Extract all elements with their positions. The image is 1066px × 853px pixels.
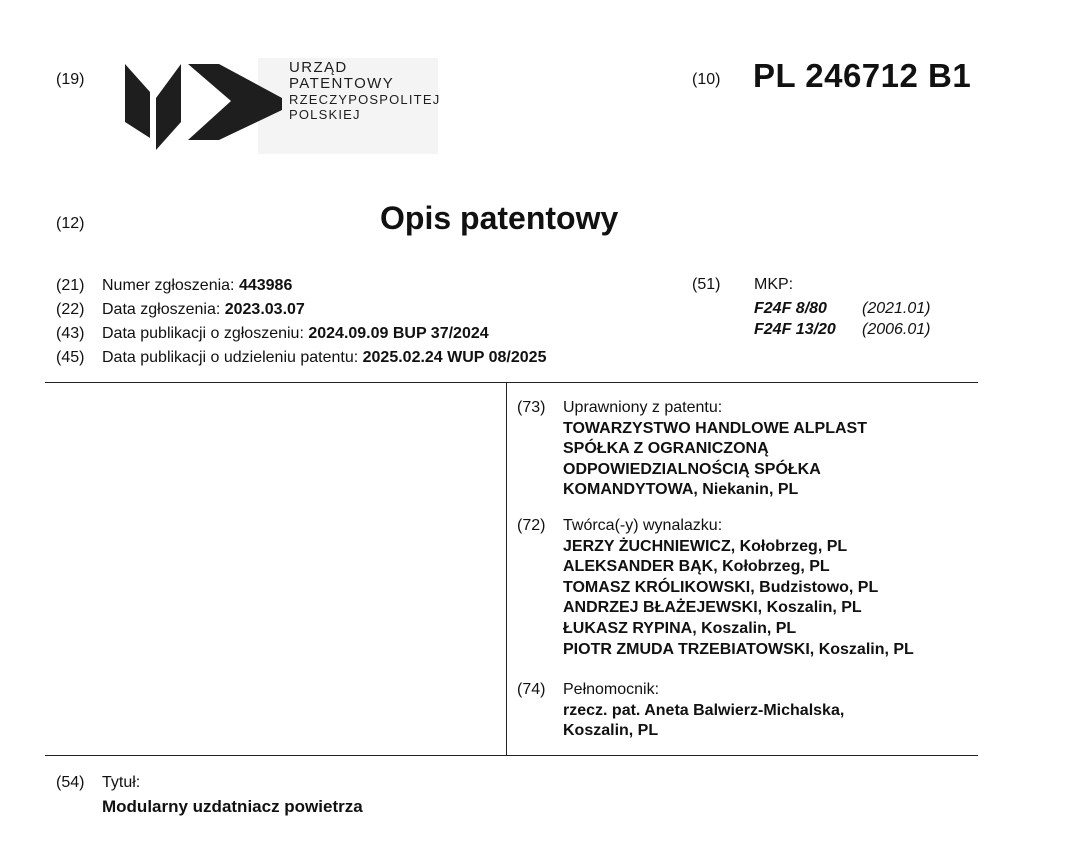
code-51: (51) xyxy=(692,276,721,293)
inventors-label: Twórca(-y) wynalazku: xyxy=(563,517,723,534)
attorney-code: (74) xyxy=(517,681,546,698)
holder-line: SPÓŁKA Z OGRANICZONĄ xyxy=(563,440,769,458)
biblio-code: (43) xyxy=(56,325,85,342)
biblio-value: 2025.02.24 WUP 08/2025 xyxy=(362,349,547,366)
biblio-code: (45) xyxy=(56,349,85,366)
office-name-line4: POLSKIEJ xyxy=(289,107,361,122)
biblio-code: (21) xyxy=(56,277,85,294)
office-name xyxy=(289,60,440,122)
attorney-line: Koszalin, PL xyxy=(563,722,659,740)
biblio-label: Data publikacji o udzieleniu patentu: xyxy=(102,349,363,366)
biblio-row-22 xyxy=(56,300,305,320)
title-section xyxy=(56,771,363,819)
attorney-label: Pełnomocnik: xyxy=(563,681,660,698)
office-name-line3: RZECZYPOSPOLITEJ xyxy=(289,92,441,107)
holder-line: TOWARZYSTWO HANDLOWE ALPLAST xyxy=(563,419,867,437)
top-rule xyxy=(45,382,978,383)
holder-line: KOMANDYTOWA, Niekanin, PL xyxy=(563,481,799,499)
biblio-value: 2024.09.09 BUP 37/2024 xyxy=(308,325,489,342)
code-19: (19) xyxy=(56,71,85,88)
bottom-rule xyxy=(45,755,978,756)
biblio-row-43 xyxy=(56,324,489,344)
holder-section xyxy=(517,398,867,501)
attorney-lines xyxy=(517,701,844,742)
inventor-line: TOMASZ KRÓLIKOWSKI, Budzistowo, PL xyxy=(563,578,879,596)
inventor-line: ANDRZEJ BŁAŻEJEWSKI, Koszalin, PL xyxy=(563,599,862,617)
biblio-label: Data zgłoszenia: xyxy=(102,301,225,318)
title-code: (54) xyxy=(56,774,85,791)
classification-version: (2021.01) xyxy=(862,300,931,317)
attorney-line: rzecz. pat. Aneta Balwierz-Michalska, xyxy=(563,701,845,719)
code-10: (10) xyxy=(692,71,721,88)
office-name-line2: PATENTOWY xyxy=(289,75,395,92)
inventors-lines xyxy=(517,537,914,661)
classification-symbol: F24F 13/20 xyxy=(754,321,836,338)
biblio-value: 443986 xyxy=(238,277,293,294)
holder-code: (73) xyxy=(517,399,546,416)
biblio-label: Numer zgłoszenia: xyxy=(102,277,239,294)
document-type-title: Opis patentowy xyxy=(380,200,619,236)
biblio-code: (22) xyxy=(56,301,85,318)
inventor-line: JERZY ŻUCHNIEWICZ, Kołobrzeg, PL xyxy=(563,537,848,555)
patent-number: PL 246712 B1 xyxy=(753,57,972,94)
biblio-row-21 xyxy=(56,276,292,296)
inventor-line: PIOTR ZMUDA TRZEBIATOWSKI, Koszalin, PL xyxy=(563,640,914,658)
holder-label: Uprawniony z patentu: xyxy=(563,399,723,416)
attorney-section xyxy=(517,680,844,742)
code-12: (12) xyxy=(56,215,85,232)
holder-lines xyxy=(517,419,867,501)
title-label: Tytuł: xyxy=(102,774,141,791)
inventor-line: ŁUKASZ RYPINA, Koszalin, PL xyxy=(563,619,797,637)
office-name-line1: URZĄD xyxy=(289,59,348,76)
classification-label: MKP: xyxy=(754,276,794,293)
inventors-section xyxy=(517,516,914,660)
biblio-label: Data publikacji o zgłoszeniu: xyxy=(102,325,309,342)
holder-line: ODPOWIEDZIALNOŚCIĄ SPÓŁKA xyxy=(563,460,821,478)
patent-office-logo xyxy=(122,58,441,154)
inventors-code: (72) xyxy=(517,517,546,534)
classification-symbol: F24F 8/80 xyxy=(754,300,827,317)
classification-version: (2006.01) xyxy=(862,321,931,338)
biblio-row-45 xyxy=(56,348,546,368)
biblio-value: 2023.03.07 xyxy=(224,301,305,318)
column-divider xyxy=(506,383,507,755)
inventor-line: ALEKSANDER BĄK, Kołobrzeg, PL xyxy=(563,558,830,576)
invention-title: Modularny uzdatniacz powietrza xyxy=(102,797,363,816)
